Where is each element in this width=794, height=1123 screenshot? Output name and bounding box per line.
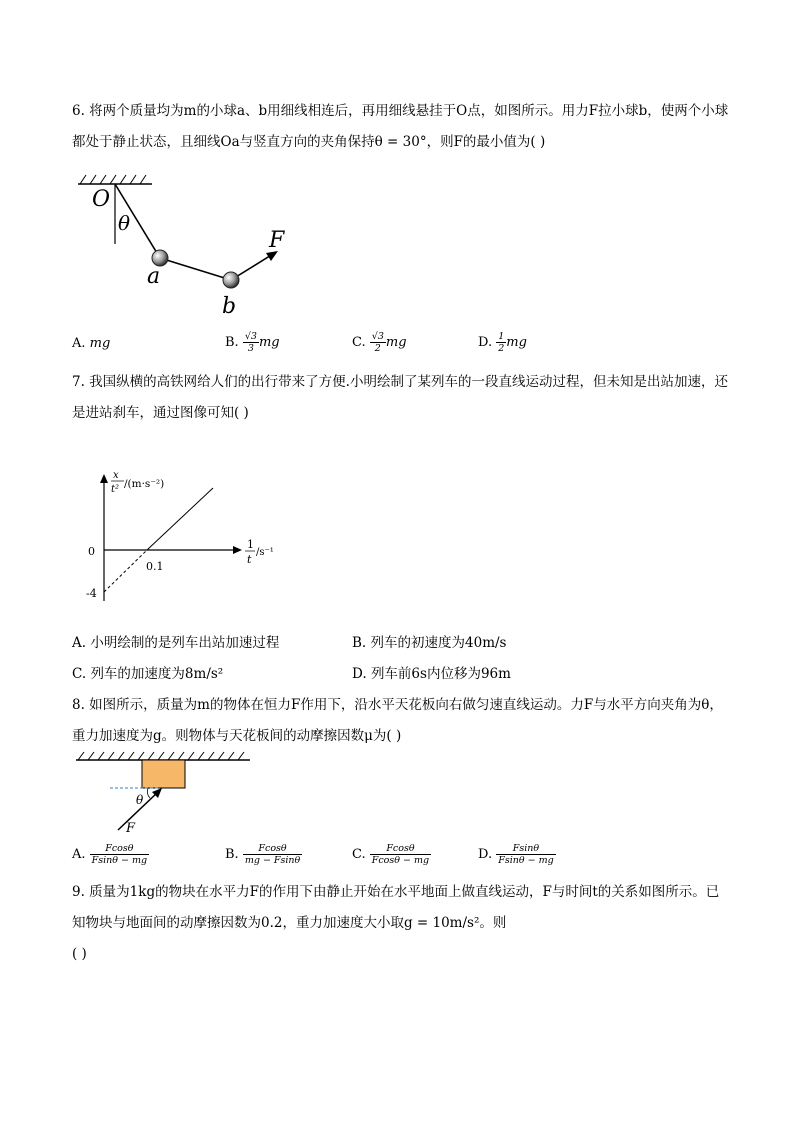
q7-option-a[interactable]: A. 小明绘制的是列车出站加速过程 [72, 635, 280, 651]
q8-option-a[interactable]: A. $\frac{Fcos\theta}{Fsin\theta - mg}$ [72, 843, 148, 866]
q6-option-c[interactable]: C. $\frac{√3}{2}$ mg [352, 331, 407, 354]
q7-data-line [147, 488, 213, 550]
q7-x-label-unit: /s⁻¹ [256, 547, 274, 558]
q7-y-label-den: t² [111, 484, 120, 495]
q6-options [72, 331, 732, 358]
q7-y-axis-arrowhead [100, 474, 108, 483]
q8-option-b[interactable]: B. $\frac{Fcos\theta}{mg - Fsin\theta}$ [225, 843, 301, 866]
q6-option-a[interactable]: A. mg [72, 336, 111, 351]
q6-label-F: F [269, 228, 285, 253]
q8-option-c[interactable]: C. $\frac{Fcos\theta}{Fcos\theta - mg}$ [352, 843, 430, 866]
q6-option-d[interactable]: D. $\frac{1}{2}$ mg [478, 331, 527, 354]
q7-option-c[interactable]: C. 列车的加速度为8m/s² [72, 666, 224, 682]
q8-block [142, 760, 185, 788]
q6-label-O: O [92, 187, 111, 212]
q8-label-theta: θ [136, 793, 144, 807]
q9-text: 9. 质量为1kg的物块在水平力F的作用下由静止开始在水平地面上做直线运动，F与时间t的关系如图所示。已知物块与地面间的动摩擦因数为0.2，重力加速度大小取g = 10m/s²。则 [72, 884, 720, 931]
q7-option-row-2 [72, 659, 732, 690]
q6-ceiling-hatch [80, 175, 146, 184]
q6-ball-b [223, 272, 239, 288]
q8-angle-arc [147, 788, 150, 798]
q7-y-label-unit: /(m·s⁻²) [124, 478, 165, 490]
q6-label-theta: θ [118, 211, 131, 235]
q7-dashed-extension [104, 550, 147, 592]
q8-ceiling-hatch [78, 752, 244, 760]
q7-x-tick-label: 0.1 [146, 560, 164, 573]
q9-paren: ( ) [72, 946, 87, 962]
q7-option-d[interactable]: D. 列车前6s内位移为96m [352, 666, 511, 682]
q6-option-b[interactable]: B. $\frac{√3}{3}$ mg [225, 331, 280, 354]
q6-label-b: b [222, 294, 237, 319]
q8-figure [70, 750, 255, 840]
q7-origin-label: 0 [88, 545, 95, 558]
q6-figure [70, 170, 300, 320]
q7-options [72, 628, 732, 690]
q7-y-tick-label: -4 [86, 587, 97, 600]
q6-string-ab [160, 258, 231, 280]
q8-label-F: F [126, 821, 136, 836]
q6-text: 6. 将两个质量均为m的小球a、b用细线相连后，再用细线悬挂于O点，如图所示。用力F拉小球b，使两个小球都处于静止状态，且细线Oa与竖直方向的夹角保持θ = 30°，则F的最小值为( ) [72, 103, 729, 150]
q8-options [72, 843, 732, 865]
q7-option-b[interactable]: B. 列车的初速度为40m/s [352, 635, 507, 651]
q7-x-axis-arrowhead [233, 546, 242, 554]
q7-x-label-den: t [247, 553, 252, 566]
q7-graph [80, 466, 290, 611]
q7-y-label-num: x [113, 470, 119, 481]
q6-label-a: a [147, 264, 161, 289]
q7-x-label-num: 1 [247, 538, 254, 551]
q8-option-d[interactable]: D. $\frac{Fsin\theta}{Fsin\theta - mg}$ [478, 843, 554, 866]
q7-text: 7. 我国纵横的高铁网给人们的出行带来了方便.小明绘制了某列车的一段直线运动过程，但未知是出站加速，还是进站刹车，通过图像可知( ) [72, 374, 728, 421]
q8-text: 8. 如图所示，质量为m的物体在恒力F作用下，沿水平天花板向右做匀速直线运动。力F与水平方向夹角为θ，重力加速度为g。则物体与天花板间的动摩擦因数μ为( ) [72, 697, 723, 744]
q7-option-row-1 [72, 628, 732, 659]
